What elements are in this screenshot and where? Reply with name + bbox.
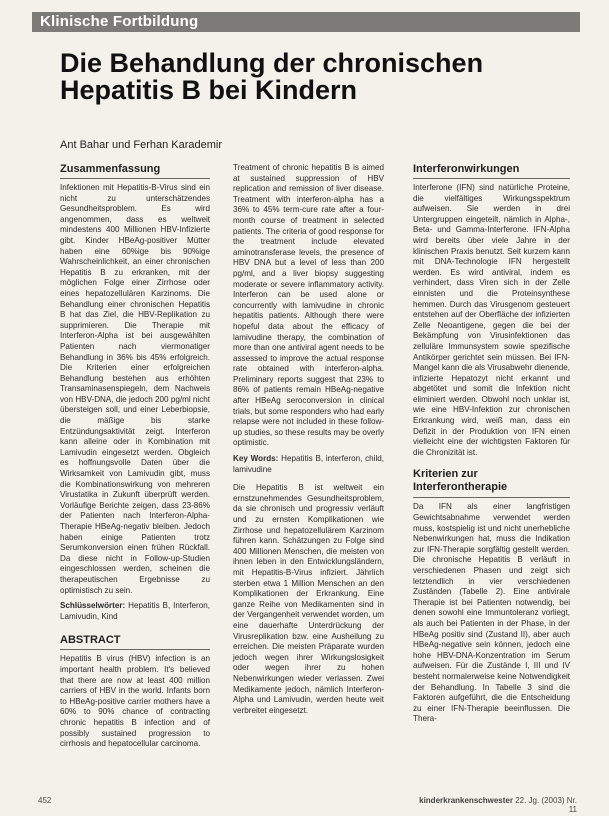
keywords-en-text: Hepatitis B, interferon, child, lamivudine	[233, 454, 385, 474]
abstract-body: Hepatitis B virus (HBV) infection is an important health problem. It's believed that there are now at least 400 million carriers of HBV in the world. Infants born to HBeAg-positive carrier mothers have a 60% to 90% chance of contracting chronic hepatitis B infection and of possibly sustained progression to cirrhosis and hepatocellular carcinoma.	[60, 654, 210, 749]
title-line-2: Hepatitis B bei Kindern	[60, 75, 358, 105]
column-3	[413, 163, 570, 725]
interferon-heading: Interferonwirkungen	[413, 163, 570, 179]
section-label: Klinische Fortbildung	[40, 13, 199, 30]
journal-issue: 22. Jg. (2003) Nr. 11	[515, 796, 577, 814]
summary-body: Infektionen mit Hepatitis-B-Virus sind ein nicht zu unterschätzendes Gesundheitsproblem. Es wird angenommen, dass es weltweit mindestens 400 Millionen HBV-Infizierte gibt. Kinder HBeAg-positiver Mütter haben eine 60%ige bis 90%ige Wahrscheinlichkeit, an einer chronischen Hepatitis B zu erkranken, mit der möglichen Folge einer Zirrhose oder eines hepatozellulären Karzinoms. Die Behandlung einer chronischen Hepatitis B hat das Ziel, die HBV-Replikation zu supprimieren. Die Therapie mit Interferon-Alpha ist bei ausgewählten Patienten nach viermonatiger Behandlung in 36% bis 45% erfolgreich. Die Kriterien einer erfolgreichen Behandlung bestehen aus erhöhten Transaminasenspiegeln, dem Nachweis von HBV-DNA, die jedoch 200 pg/ml nicht übersteigen soll, und einer Leberbiopsie, die mäßige bis starke Entzündungsaktivität zeigt. Interferon kann alleine oder in Kombination mit Lamivudin eingesetzt werden. Obgleich es hoffnungsvolle Daten über die Wirksamkeit von Lamivudin gibt, muss die Kombinationswirkung von mehreren Virustatika in Zukunft überprüft werden. Vorläufige Berichte zeigen, dass 23-86% der Patienten nach Interferon-Alpha-Therapie HBeAg-negativ bleiben. Jedoch haben einige Patienten trotz Serumkonversion einen frühen Rückfall. Da diese nicht in Follow-up-Studien eingeschlossen werden, scheinen die therapeutischen Ergebnisse zu optimistisch zu sein.	[60, 183, 210, 595]
authors: Ant Bahar und Ferhan Karademir	[60, 139, 223, 151]
article-title	[60, 50, 560, 104]
section-bar	[32, 12, 580, 32]
keywords-en-label: Key Words:	[233, 454, 279, 464]
interferon-body: Interferone (IFN) sind natürliche Proteine, die vielfältiges Wirkungsspektrum aufweisen. Sie werden in drei Untergruppen eingeteilt, nämlich in Alpha-, Beta- und Gamma-Interferone. IFN-Alpha wird bereits über viele Jahre in der klinischen Praxis benutzt. Seit kurzem kann mit DNA-Technologie IFN hergestellt werden. Es wird antiviral, indem es verhindert, dass Viren sich in der Zelle einnisten und die Proteinsynthese hemmen. Durch das Virusgenom gesteuert entstehen auf der Oberfläche der infizierten Zelle Neoantigene, gegen die bei der Bekämpfung von Virusinfektionen das zelluläre Immunsystem sowie spezifische Antikörper gerichtet sein müssen. Bei IFN-Mangel kann die als Virusabwehr dienende, infizierte Hepatozyt nicht erkannt und abgetötet und somit die Infektion nicht eliminiert werden. Obwohl noch unklar ist, wie eine HBV-Infektion zur chronischen Erkrankung wird, weiß man, dass ein Defizit in der Produktion von IFN einen vielleicht eine der wichtigsten Faktoren für die Chronizität ist.	[413, 183, 570, 457]
keywords-de	[60, 601, 210, 622]
column-2	[233, 163, 384, 716]
page-number: 452	[38, 796, 52, 805]
keywords-de-label: Schlüsselwörter:	[60, 601, 126, 611]
criteria-heading: Kriterien zur Interferontherapie	[413, 468, 508, 494]
keywords-de-text: Hepatitis B, Interferon, Lamivudin, Kind	[60, 601, 211, 621]
summary-heading: Zusammenfassung	[60, 163, 210, 179]
column-1	[60, 163, 210, 750]
abstract-body-continued: Treatment of chronic hepatitis B is aimed at sustained suppression of HBV replication and remission of liver disease. Treatment with interferon-alpha has a 36% to 45% term-cure rate after a four-month course of treatment in selected patients. The criteria of good response for the treatment include elevated aminotransferase levels, the presence of HBV DNA but a level of less than 200 pg/ml, and a liver biopsy suggesting moderate or severe inflammatory activity. Interferon can be used alone or concurrently with lamivudine in chronic hepatitis patients. Although there were hopeful data about the efficacy of lamivudine therapy, the combination of more than one antiviral agent needs to be assessed to improve the actual response rate obtained with interferon-alpha. Preliminary reports suggest that 23% to 86% of patients remain HBeAg-negative after HBeAg seroconversion in clinical trials, but some responders who had early relapse were not included in these follow-up studies, so these results may be overly optimistic.	[233, 163, 384, 448]
intro-body: Die Hepatitis B ist weltweit ein ernstzunehmendes Gesundheitsproblem, da sie chronisch und progressiv verläuft und zu ernsten Komplikationen wie Zirrhose und hepatozellulärem Karzinom führen kann. Schätzungen zu Folge sind 400 Millionen Menschen, die meisten von ihnen leben in den Entwicklungsländern, mit Hepatitis-B-Virus infiziert. Jährlich sterben etwa 1 Million Menschen an den Komplikationen der Erkrankung. Eine ganze Reihe von Medikamenten sind in der Vergangenheit verwendet worden, um eine dauerhafte Unterdrückung der Virusreplikation bzw. eine Ausheilung zu erreichen. Die meisten Präparate wurden jedoch wegen ihrer Wirkungslosigkeit oder wegen ihrer zu hohen Nebenwirkungen wieder verlassen. Zwei Medikamente jedoch, nämlich Interferon-Alpha und Lamivudin, werden heute weit verbreitet eingesetzt.	[233, 483, 384, 715]
keywords-en	[233, 454, 384, 475]
journal-name: kinderkrankenschwester	[419, 796, 513, 805]
abstract-heading: ABSTRACT	[60, 634, 210, 650]
journal-info	[417, 796, 577, 814]
title-line-1: Die Behandlung der chronischen	[60, 48, 484, 78]
criteria-body: Da IFN als einer langfristigen Gewichtsabnahme verwendet werden muss, kostspielig ist und nicht unerhebliche Nebenwirkungen hat, muss die Indikation zur IFN-Therapie sorgfältig gestellt werden. Die chronische Hepatitis B verläuft in verschiedenen Phasen und zeigt sich letztendlich in vier verschiedenen Zuständen (Tabelle 2). Eine antivirale Therapie ist bei Patienten notwendig, bei denen sowohl eine Immuntoleranz vorliegt, als auch bei Patienten in der Phase, in der HBeAg positiv sind (Zustand II), aber auch HBeAg-negative sein können, jedoch eine hohe HBV-DNA-Konzentration im Serum aufweisen. Für die Zustände I, III und IV besteht normalerweise keine Notwendigkeit der Behandlung. In Tabelle 3 sind die Faktoren aufgeführt, die die Entscheidung zu einer IFN-Therapie beeinflussen. Die Thera-	[413, 502, 570, 724]
